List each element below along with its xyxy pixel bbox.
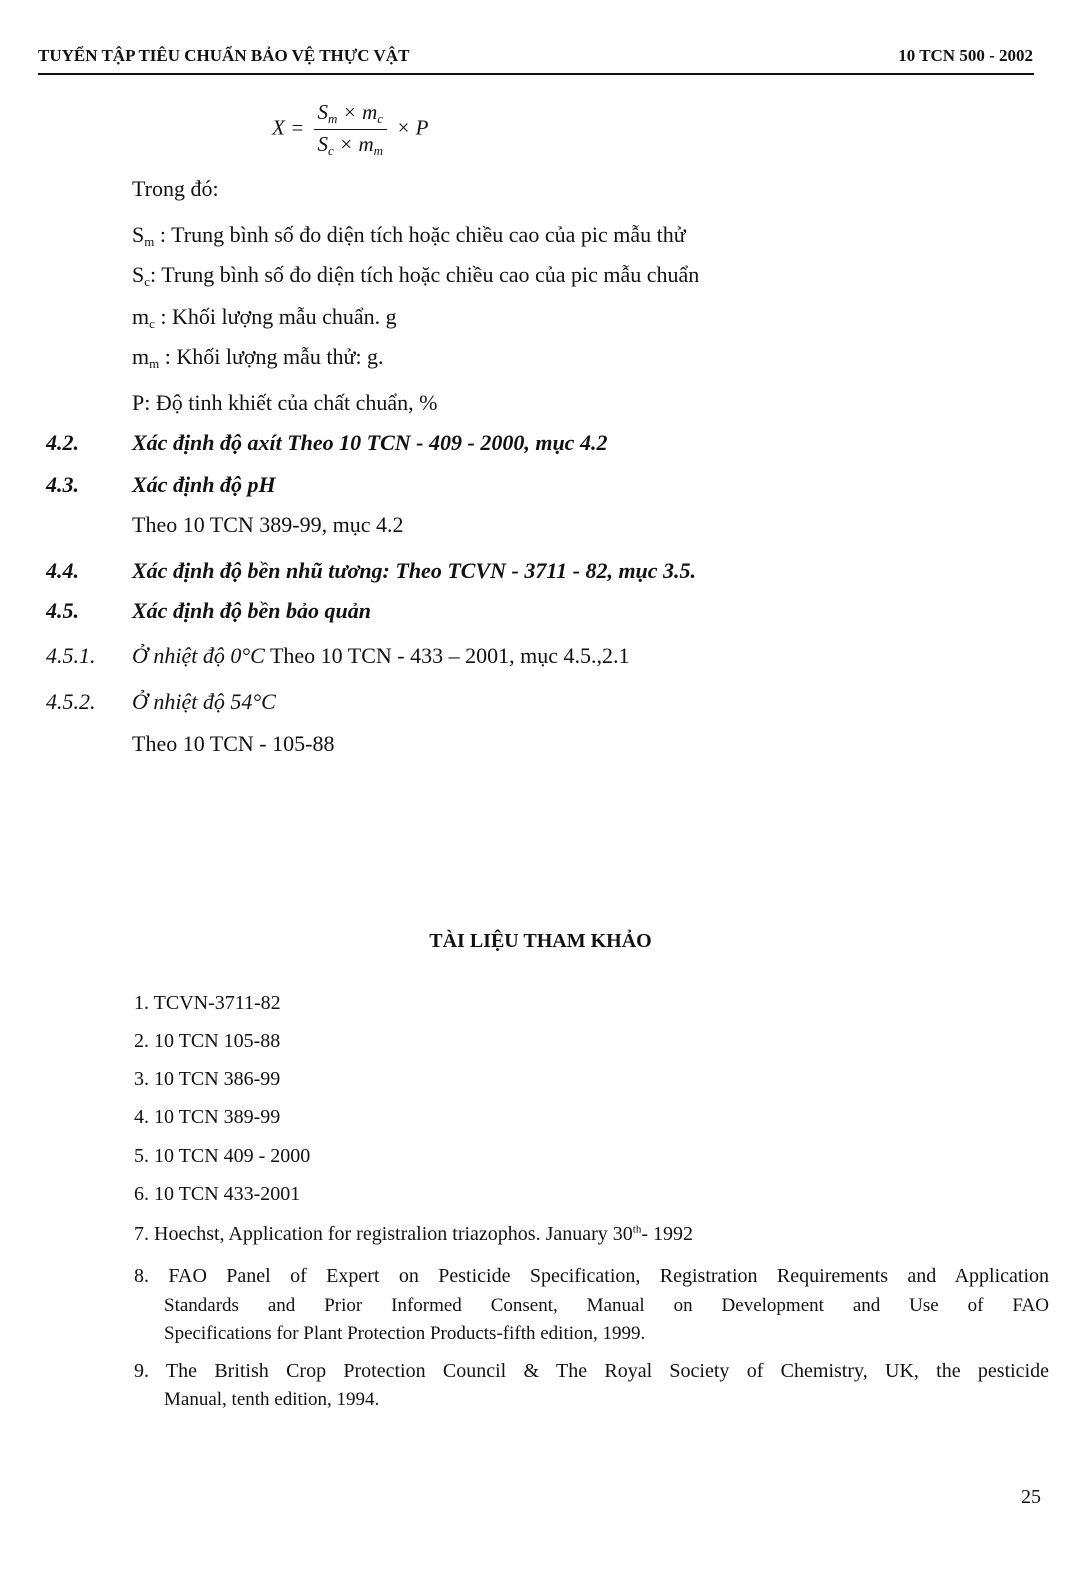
reference-item: 6. 10 TCN 433-2001 — [134, 1183, 301, 1205]
header-rule — [38, 73, 1034, 75]
formula-lhs: X = — [272, 115, 305, 140]
section-number: 4.5. — [46, 598, 79, 623]
definition: $m_c$ : Khối lượng mẫu chuẩn. g — [132, 304, 397, 331]
formula — [272, 100, 429, 159]
reference-item: 1. TCVN-3711-82 — [134, 992, 281, 1014]
section-title: Ở nhiệt độ 54°C — [132, 689, 276, 714]
section-line: Ở nhiệt độ 0°C Theo 10 TCN - 433 – 2001, mục 4.5.,2.1 — [132, 643, 630, 668]
reference-continuation: Specifications for Plant Protection Products-fifth edition, 1999. — [164, 1323, 646, 1344]
reference-item: 9. The British Crop Protection Council & The Royal Society of Chemistry, UK, the pesticide — [134, 1360, 1049, 1382]
definition: P: Độ tinh khiết của chất chuẩn, % — [132, 390, 438, 415]
reference-item: 8. FAO Panel of Expert on Pesticide Specification, Registration Requirements and Application — [134, 1265, 1049, 1287]
page-number: 25 — [1021, 1486, 1041, 1508]
reference-item: 5. 10 TCN 409 - 2000 — [134, 1145, 311, 1167]
section-body: Theo 10 TCN 389-99, mục 4.2 — [132, 512, 404, 537]
section-title: Xác định độ bền nhũ tương: Theo TCVN - 3711 - 82, mục 3.5. — [132, 558, 697, 583]
section-number: 4.4. — [46, 558, 79, 583]
reference-continuation: Manual, tenth edition, 1994. — [164, 1389, 380, 1410]
running-header-standard: 10 TCN 500 - 2002 — [898, 46, 1033, 65]
references-title: TÀI LIỆU THAM KHẢO — [429, 930, 652, 952]
reference-item: 7. Hoechst, Application for registralion triazophos. January 30th- 1992 — [134, 1223, 694, 1245]
where-label: Trong đó: — [132, 176, 219, 201]
section-number: 4.5.2. — [46, 689, 96, 714]
section-title: Xác định độ bền bảo quản — [132, 598, 371, 623]
definition: $S_m$ : Trung bình số đo diện tích hoặc chiều cao của pic mẫu thử — [132, 222, 686, 249]
reference-item: 4. 10 TCN 389-99 — [134, 1106, 281, 1128]
section-title: Xác định độ pH — [132, 472, 276, 497]
definition: $S_c$: Trung bình số đo diện tích hoặc chiều cao của pic mẫu chuẩn — [132, 262, 700, 289]
section-number: 4.2. — [46, 430, 79, 455]
reference-item: 2. 10 TCN 105-88 — [134, 1030, 281, 1052]
section-body: Theo 10 TCN - 105-88 — [132, 731, 335, 756]
definition: $m_m$ : Khối lượng mẫu thử: g. — [132, 344, 384, 371]
formula-fraction: $\frac{S_m \times m_c}{S_c \times m_m}$ — [314, 100, 388, 159]
section-number: 4.3. — [46, 472, 79, 497]
section-number: 4.5.1. — [46, 643, 96, 668]
running-header-title: TUYỂN TẬP TIÊU CHUẨN BẢO VỆ THỰC VẬT — [38, 46, 410, 65]
reference-continuation: Standards and Prior Informed Consent, Manual on Development and Use of FAO — [164, 1295, 1049, 1316]
section-title: Xác định độ axít Theo 10 TCN - 409 - 2000, mục 4.2 — [132, 430, 608, 455]
reference-item: 3. 10 TCN 386-99 — [134, 1068, 281, 1090]
formula-tail: × P — [396, 115, 429, 140]
